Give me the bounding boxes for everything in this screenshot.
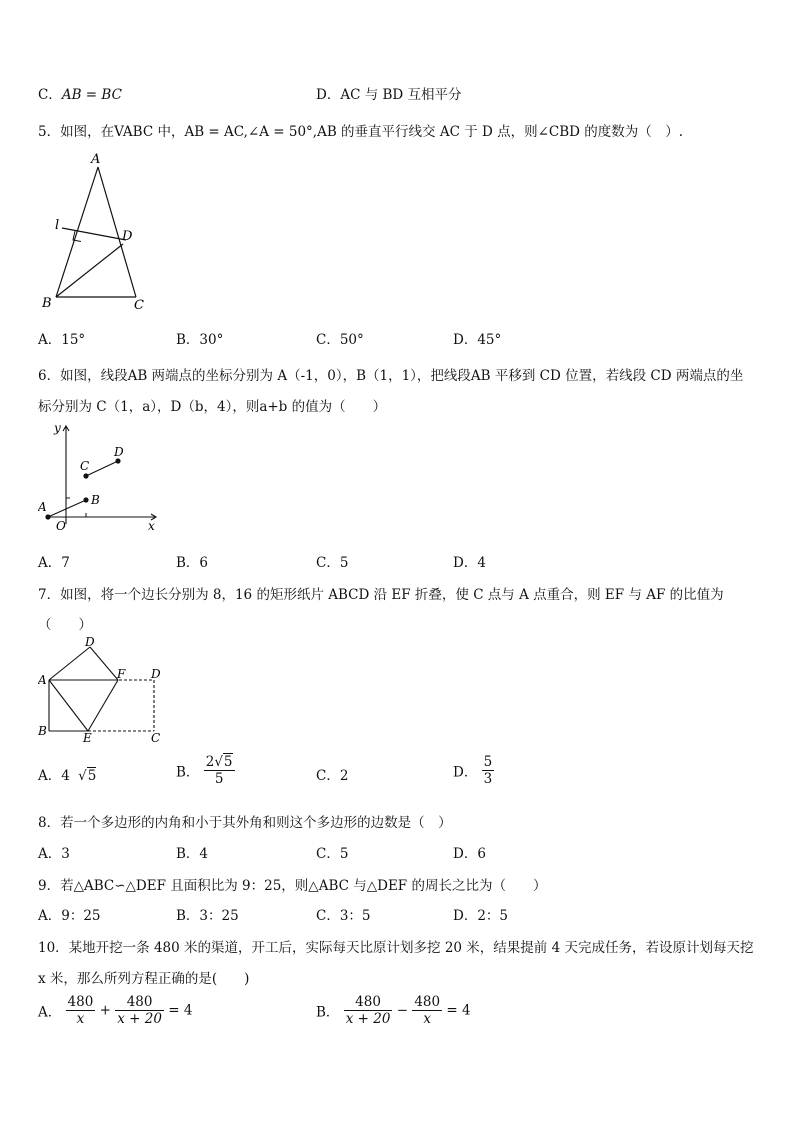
q5-label-a: A — [91, 152, 101, 167]
q6-label-b: B — [91, 493, 100, 507]
q7-label-d: D — [151, 667, 161, 681]
q8-stem: 8．若一个多边形的内角和小于其外角和则这个多边形的边数是（ ） — [38, 815, 452, 831]
q9-option-a: A．9：25 — [38, 908, 101, 924]
q6-point-c — [83, 473, 88, 478]
q6-point-d — [115, 458, 120, 463]
q7-label-b: B — [38, 724, 47, 738]
q10-option-b-operator: − — [396, 1002, 409, 1019]
q10-option-b-f2-num: 480 — [414, 994, 441, 1010]
q4-option-d-label: D． — [316, 87, 341, 103]
q7-option-a-radicand: 5 — [87, 768, 97, 784]
q4-option-d — [316, 83, 462, 103]
q5-label-l: l — [55, 218, 60, 233]
q7-option-b-den: 5 — [214, 771, 224, 787]
q8-option-c: C．5 — [316, 846, 349, 862]
q7-option-d — [453, 754, 494, 787]
q6-stem-line-1: 6．如图，线段AB 两端点的坐标分别为 A（-1，0），B（1，1），把线段AB 平移到 CD 位置，若线段 CD 两端点的坐 — [38, 368, 744, 384]
q7-option-d-den: 3 — [483, 771, 493, 787]
q7-fold-df — [90, 647, 118, 680]
q6-label-d: D — [114, 445, 124, 459]
q10-option-b-fraction-2 — [412, 994, 442, 1027]
q10-option-b-f1-num: 480 — [344, 994, 393, 1011]
q6-option-d: D．4 — [453, 555, 486, 571]
q6-point-b — [83, 497, 88, 502]
q10-option-a-f2-num: 480 — [115, 994, 164, 1011]
q7-label-d-folded: D — [85, 635, 95, 649]
q6-option-b: B．6 — [176, 555, 209, 571]
q5-label-d: D — [122, 229, 133, 244]
q10-option-a-f1-num: 480 — [67, 994, 94, 1010]
q10-option-a-fraction-2 — [115, 994, 164, 1027]
q10-option-a-operator: + — [99, 1002, 111, 1019]
q10-option-b-f2-den: x — [423, 1011, 432, 1027]
q6-label-c: C — [80, 459, 90, 473]
q6-label-a: A — [38, 500, 47, 514]
q7-rectangle-fold-figure — [38, 635, 173, 745]
q7-crease-ef — [88, 680, 118, 731]
q9-option-b: B．3：25 — [176, 908, 239, 924]
q7-option-d-label: D． — [453, 764, 478, 781]
q4-option-c — [38, 83, 122, 103]
q7-option-d-num: 5 — [483, 754, 493, 770]
q5-segment-bd — [56, 244, 123, 297]
q5-option-d: D．45° — [453, 332, 502, 348]
q10-stem-line-2: x 米，那么所列方程正确的是( ) — [38, 971, 250, 987]
q10-option-a-f2-den: x + 20 — [117, 1011, 162, 1027]
q5-option-c: C．50° — [316, 332, 364, 348]
q6-coordinate-figure — [38, 420, 168, 535]
q9-option-c: C．3：5 — [316, 908, 371, 924]
q10-option-a — [38, 994, 192, 1027]
q7-option-a: A．4 √5 — [38, 768, 97, 784]
q10-option-b-rhs: = 4 — [446, 1002, 471, 1019]
q6-option-c: C．5 — [316, 555, 349, 571]
q6-label-x: x — [148, 519, 155, 533]
q7-option-b-num-radicand: 5 — [223, 754, 233, 770]
q7-label-f: F — [117, 667, 126, 681]
q4-option-c-label: C． — [38, 87, 62, 103]
q8-option-a: A．3 — [38, 846, 70, 862]
q7-label-a: A — [38, 673, 47, 687]
q7-segment-ae — [49, 680, 88, 731]
q9-option-d: D．2：5 — [453, 908, 509, 924]
q6-segment-ab — [48, 500, 86, 517]
q10-option-a-f1-den: x — [76, 1011, 85, 1027]
q6-option-a: A．7 — [38, 555, 70, 571]
q7-option-a-label: A．4 — [38, 768, 70, 784]
q8-option-d: D．6 — [453, 846, 486, 862]
q7-option-b-fraction: $\frac{2√5}{5}$ — [205, 754, 233, 787]
q6-point-a — [45, 514, 50, 519]
q5-option-a: A．15° — [38, 332, 86, 348]
q5-triangle-figure — [38, 150, 168, 315]
q4-option-c-text: AB = BC — [61, 87, 122, 103]
q5-option-b: B．30° — [176, 332, 224, 348]
q7-option-b-num-coef: 2 — [205, 754, 215, 770]
q7-fold-ad — [49, 647, 90, 680]
q6-stem-line-2: 标分别为 C（1，a），D（b，4），则a+b 的值为（ ） — [38, 399, 387, 415]
q8-option-b: B．4 — [176, 846, 209, 862]
q10-option-a-fraction-1 — [66, 994, 96, 1027]
q7-option-d-fraction — [482, 754, 495, 787]
q5-label-b: B — [42, 296, 52, 311]
q5-side-ab — [56, 167, 98, 297]
q7-stem-line-1: 7．如图，将一个边长分别为 8，16 的矩形纸片 ABCD 沿 EF 折叠，使 C 点与 A 点重合，则 EF 与 AF 的比值为 — [38, 587, 724, 603]
q7-option-b-label: B． — [176, 764, 200, 781]
q7-option-b — [176, 754, 235, 787]
q10-option-a-label: A． — [38, 1004, 62, 1021]
q6-label-o: O — [56, 519, 66, 533]
q10-option-b — [316, 994, 471, 1027]
q9-stem: 9．若△ABC∽△DEF 且面积比为 9：25，则△ABC 与△DEF 的周长之比为（ ） — [38, 878, 547, 894]
q10-stem-line-1: 10．某地开挖一条 480 米的渠道，开工后，实际每天比原计划多挖 20 米，结果提前 4 天完成任务，若设原计划每天挖 — [38, 940, 754, 956]
q4-option-d-text: AC 与 BD 互相平分 — [340, 87, 462, 103]
q10-option-b-label: B． — [316, 1004, 340, 1021]
q6-label-y: y — [54, 421, 61, 435]
q10-option-a-rhs: = 4 — [168, 1002, 193, 1019]
q5-stem: 5．如图，在VABC 中，AB = AC,∠A = 50°,AB 的垂直平行线交 AC 于 D 点，则∠CBD 的度数为（ ）. — [38, 124, 684, 140]
q7-stem-line-2: （ ） — [38, 617, 92, 633]
q7-label-c: C — [151, 731, 161, 745]
q7-label-e: E — [83, 731, 92, 745]
q7-option-c: C．2 — [316, 768, 349, 784]
q6-segment-cd — [86, 461, 118, 476]
q10-option-b-f1-den: x + 20 — [345, 1011, 391, 1027]
q5-label-c: C — [134, 298, 144, 313]
q10-option-b-fraction-1 — [344, 994, 393, 1027]
